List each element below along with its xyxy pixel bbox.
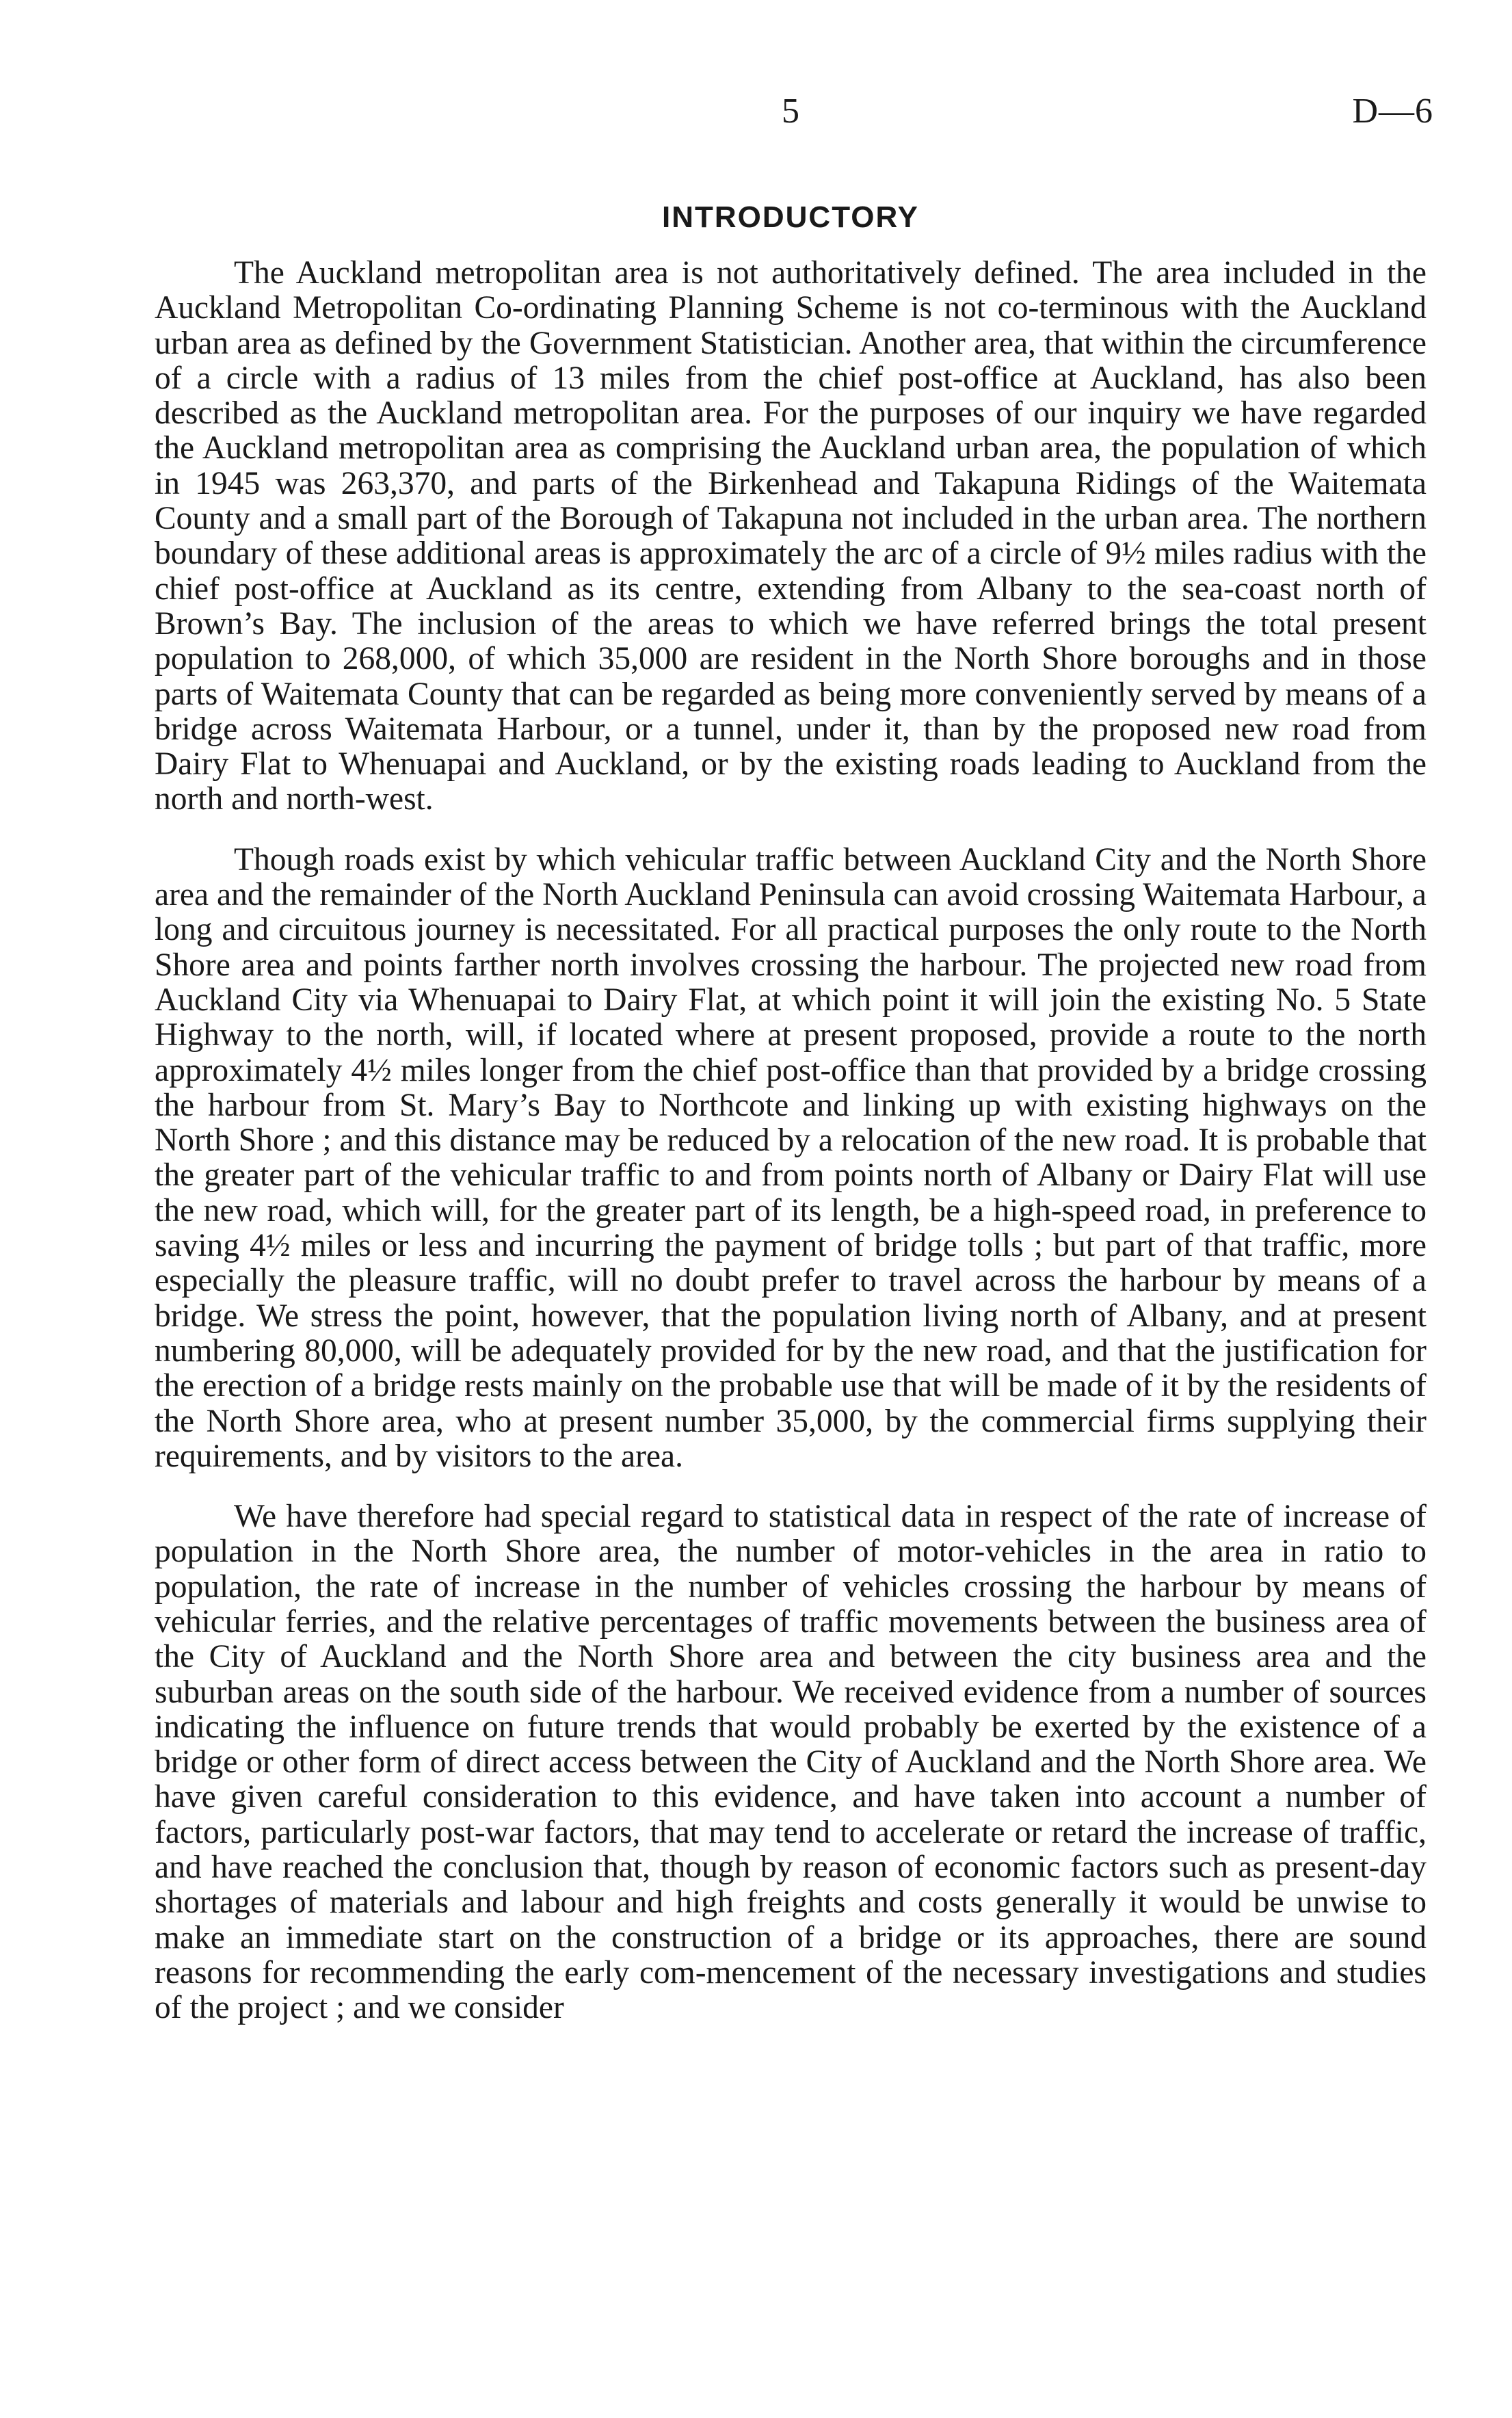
paragraph-2: Though roads exist by which vehicular traffic between Auckland City and the North Shore area and the remainder of the North Auckland Peninsula can avoid crossing Waitemata Harbour, a long and circuitous journey is necessitated. For all practical purposes the only route to the North Shore area and points farther north involves crossing the harbour. The projected new road from Auckland City via Whenuapai to Dairy Flat, at which point it will join the existing No. 5 State Highway to the north, will, if located where at present proposed, provide a route to the north approximately 4½ miles longer from the chief post-office than that provided by a bridge crossing the harbour from St. Mary’s Bay to Northcote and linking up with existing highways on the North Shore ; and this distance may be reduced by a relocation of the new road. It is probable that the greater part of the vehicular traffic to and from points north of Albany or Dairy Flat will use the new road, which will, for the greater part of its length, be a high-speed road, in preference to saving 4½ miles or less and incurring the payment of bridge tolls ; but part of that traffic, more especially the pleasure traffic, will no doubt prefer to travel across the harbour by means of a bridge. We stress the point, however, that the population living north of Albany, and at present numbering 80,000, will be adequately provided for by the new road, and that the justification for the erection of a bridge rests mainly on the probable use that will be made of it by the residents of the North Shore area, who at present number 35,000, by the commercial firms supplying their requirements, and by visitors to the area. [155,841,1427,1474]
body-text [155,256,1427,2026]
paragraph-1: The Auckland metropolitan area is not authoritatively defined. The area included in the Auckland Metropolitan Co-ordinating Planning Scheme is not co-terminous with the Auckland urban area as defined by the Government Statistician. Another area, that within the circumference of a circle with a radius of 13 miles from the chief post-office at Auckland, has also been described as the Auckland metropolitan area. For the purposes of our inquiry we have regarded the Auckland metropolitan area as comprising the Auckland urban area, the population of which in 1945 was 263,370, and parts of the Birkenhead and Takapuna Ridings of the Waitemata County and a small part of the Borough of Takapuna not included in the urban area. The northern boundary of these additional areas is approximately the arc of a circle of 9½ miles radius with the chief post-office at Auckland as its centre, extending from Albany to the sea-coast north of Brown’s Bay. The inclusion of the areas to which we have referred brings the total present population to 268,000, of which 35,000 are resident in the North Shore boroughs and in those parts of Waitemata County that can be regarded as being more conveniently served by means of a bridge across Waitemata Harbour, or a tunnel, under it, than by the proposed new road from Dairy Flat to Whenuapai and Auckland, or by the existing roads leading to Auckland from the north and north-west. [155,255,1427,817]
section-title: INTRODUCTORY [662,200,919,234]
document-reference: D—6 [1352,92,1433,131]
paragraph-3: We have therefore had special regard to statistical data in respect of the rate of increase of population in the North Shore area, the number of motor-vehicles in the area in ratio to population, the rate of increase in the number of vehicles crossing the harbour by means of vehicular ferries, and the relative percentages of traffic movements between the business area of the City of Auckland and the North Shore area and between the city business area and the suburban areas on the south side of the harbour. We received evidence from a number of sources indicating the influence on future trends that would probably be exerted by the existence of a bridge or other form of direct access between the City of Auckland and the North Shore area. We have given careful consideration to this evidence, and have taken into account a number of factors, particularly post-war factors, that may tend to accelerate or retard the increase of traffic, and have reached the conclusion that, though by reason of economic factors such as present-day shortages of materials and labour and high freights and costs generally it would be unwise to make an immediate start on the construction of a bridge or its approaches, there are sound reasons for recommending the early com-mencement of the necessary investigations and studies of the project ; and we consider [155,1499,1427,2026]
page-number: 5 [782,92,799,131]
page-header [155,88,1433,135]
